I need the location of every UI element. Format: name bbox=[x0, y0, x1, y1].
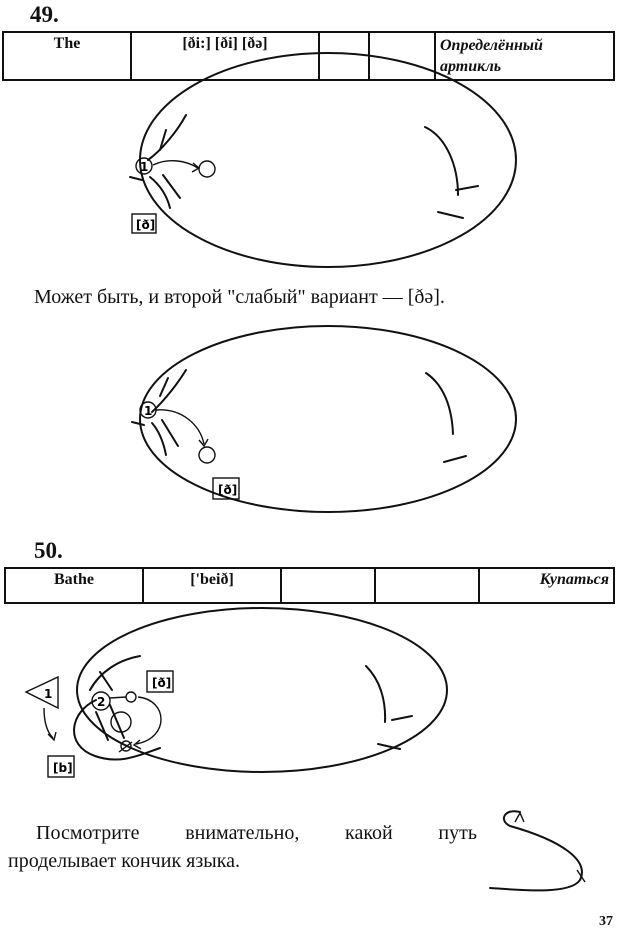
sound-label-b: [b] bbox=[53, 761, 73, 775]
ex50-text-line2: проделывает кончик языка. bbox=[8, 850, 240, 872]
tongue-tip-arrowhead bbox=[515, 813, 524, 822]
ex50-text-line1: Посмотрите внимательно, какой путь bbox=[36, 822, 477, 844]
exercise-49-number: 49. bbox=[30, 2, 59, 27]
tongue-tip-curve bbox=[490, 811, 582, 890]
ex50-translation-cell: Купаться bbox=[479, 568, 614, 603]
ex49-translation-line2: артикль bbox=[440, 58, 502, 75]
ex49-note: Может быть, и второй "слабый" вариант — [ðə]. bbox=[34, 286, 445, 308]
lip-triangle-number: 1 bbox=[44, 687, 53, 701]
sound-label-2: [ð] bbox=[218, 483, 238, 497]
ex49-transcription-cell: [ði:] [ði] [ðə] bbox=[131, 32, 319, 80]
exercise-50-number: 50. bbox=[34, 538, 63, 563]
ex50-word-cell: Bathe bbox=[5, 568, 143, 603]
tongue-circle-3-number: 2 bbox=[97, 695, 106, 709]
position-circle-1-number: 1 bbox=[140, 160, 149, 174]
page-number: 37 bbox=[599, 914, 613, 929]
ex50-transcription-cell: ['beið] bbox=[143, 568, 281, 603]
sound-label-d: [ð] bbox=[152, 676, 172, 690]
sound-label-1: [ð] bbox=[136, 218, 156, 232]
ex49-word-cell: The bbox=[3, 32, 131, 80]
position-circle-2-number: 1 bbox=[144, 404, 153, 418]
ex49-translation-line1: Определённый bbox=[440, 37, 543, 54]
